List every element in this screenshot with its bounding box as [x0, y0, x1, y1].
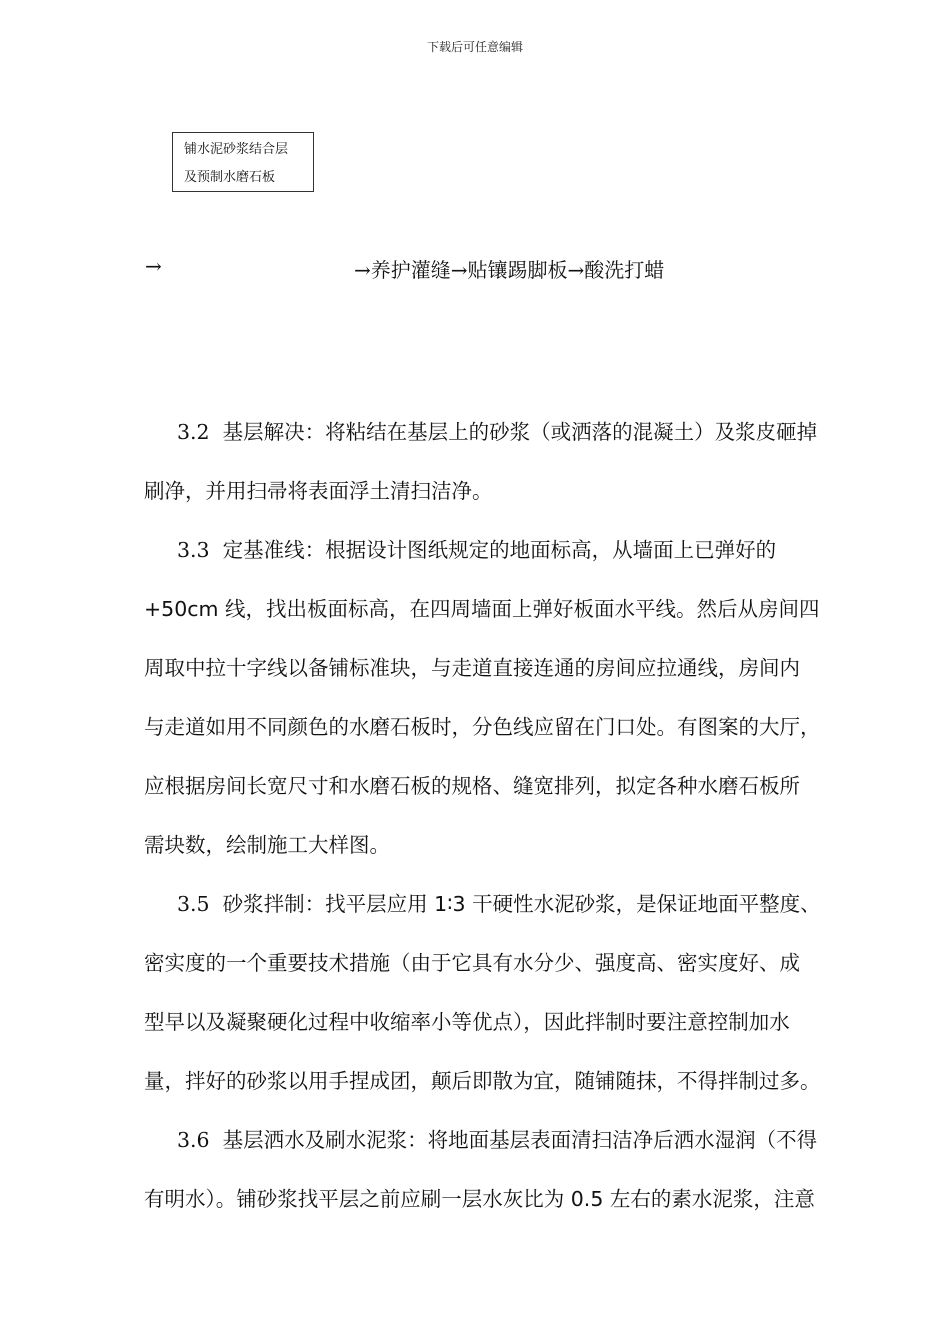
section-3-3-line-3: 周取中拉十字线以备铺标准块，与走道直接连通的房间应拉通线，房间内: [144, 656, 800, 680]
section-number: 3.3: [177, 538, 210, 562]
document-body: [144, 403, 879, 1229]
section-3-3-line-5: 应根据房间长宽尺寸和水磨石板的规格、缝宽排列，拟定各种水磨石板所: [144, 774, 800, 798]
section-3-2-line-2: 刷净，并用扫帚将表面浮土清扫洁净。: [144, 479, 493, 503]
section-3-5-line-1: [144, 875, 879, 934]
section-3-5-line-2: 密实度的一个重要技术措施（由于它具有水分少、强度高、密实度好、成: [144, 951, 800, 975]
section-3-5-line-4: 量，拌好的砂浆以用手捏成团，颠后即散为宜，随铺随抹，不得拌制过多。: [144, 1069, 821, 1093]
section-3-5-line-3: 型早以及凝聚硬化过程中收缩率小等优点），因此拌制时要注意控制加水: [144, 1010, 790, 1034]
process-step-line-1: 铺水泥砂浆结合层: [184, 142, 289, 157]
section-text: 基层洒水及刷水泥浆：将地面基层表面清扫洁净后洒水湿润（不得: [222, 1128, 818, 1152]
section-text: 基层解决：将粘结在基层上的砂浆（或洒落的混凝土）及浆皮砸掉: [222, 420, 818, 444]
section-text: 定基准线：根据设计图纸规定的地面标高，从墙面上已弹好的: [222, 538, 777, 562]
section-3-3-line-6: 需块数，绘制施工大样图。: [144, 833, 390, 857]
section-3-6-line-1: [144, 1111, 879, 1170]
process-step-line-2: 及预制水磨石板: [184, 170, 276, 185]
section-number: 3.2: [177, 420, 210, 444]
section-3-3-line-2: +50cm 线，找出板面标高，在四周墙面上弹好板面水平线。然后从房间四: [144, 597, 820, 621]
flow-arrow-icon: →: [145, 254, 162, 278]
section-3-3-line-4: 与走道如用不同颜色的水磨石板时，分色线应留在门口处。有图案的大厅，: [144, 715, 821, 739]
page-header: 下载后可任意编辑: [426, 40, 523, 54]
section-number: 3.5: [177, 892, 210, 916]
section-text: 砂浆拌制：找平层应用 1∶3 干硬性水泥砂浆，是保证地面平整度、: [222, 892, 821, 916]
section-number: 3.6: [177, 1128, 210, 1152]
section-3-3-line-1: [144, 521, 879, 580]
section-3-2-line-1: [144, 403, 879, 462]
process-step-box: [172, 132, 314, 192]
process-flow-text: →养护灌缝→贴镶踢脚板→酸洗打蜡: [354, 258, 665, 282]
section-3-6-line-2: 有明水）。铺砂浆找平层之前应刷一层水灰比为 0.5 左右的素水泥浆，注意: [144, 1187, 815, 1211]
